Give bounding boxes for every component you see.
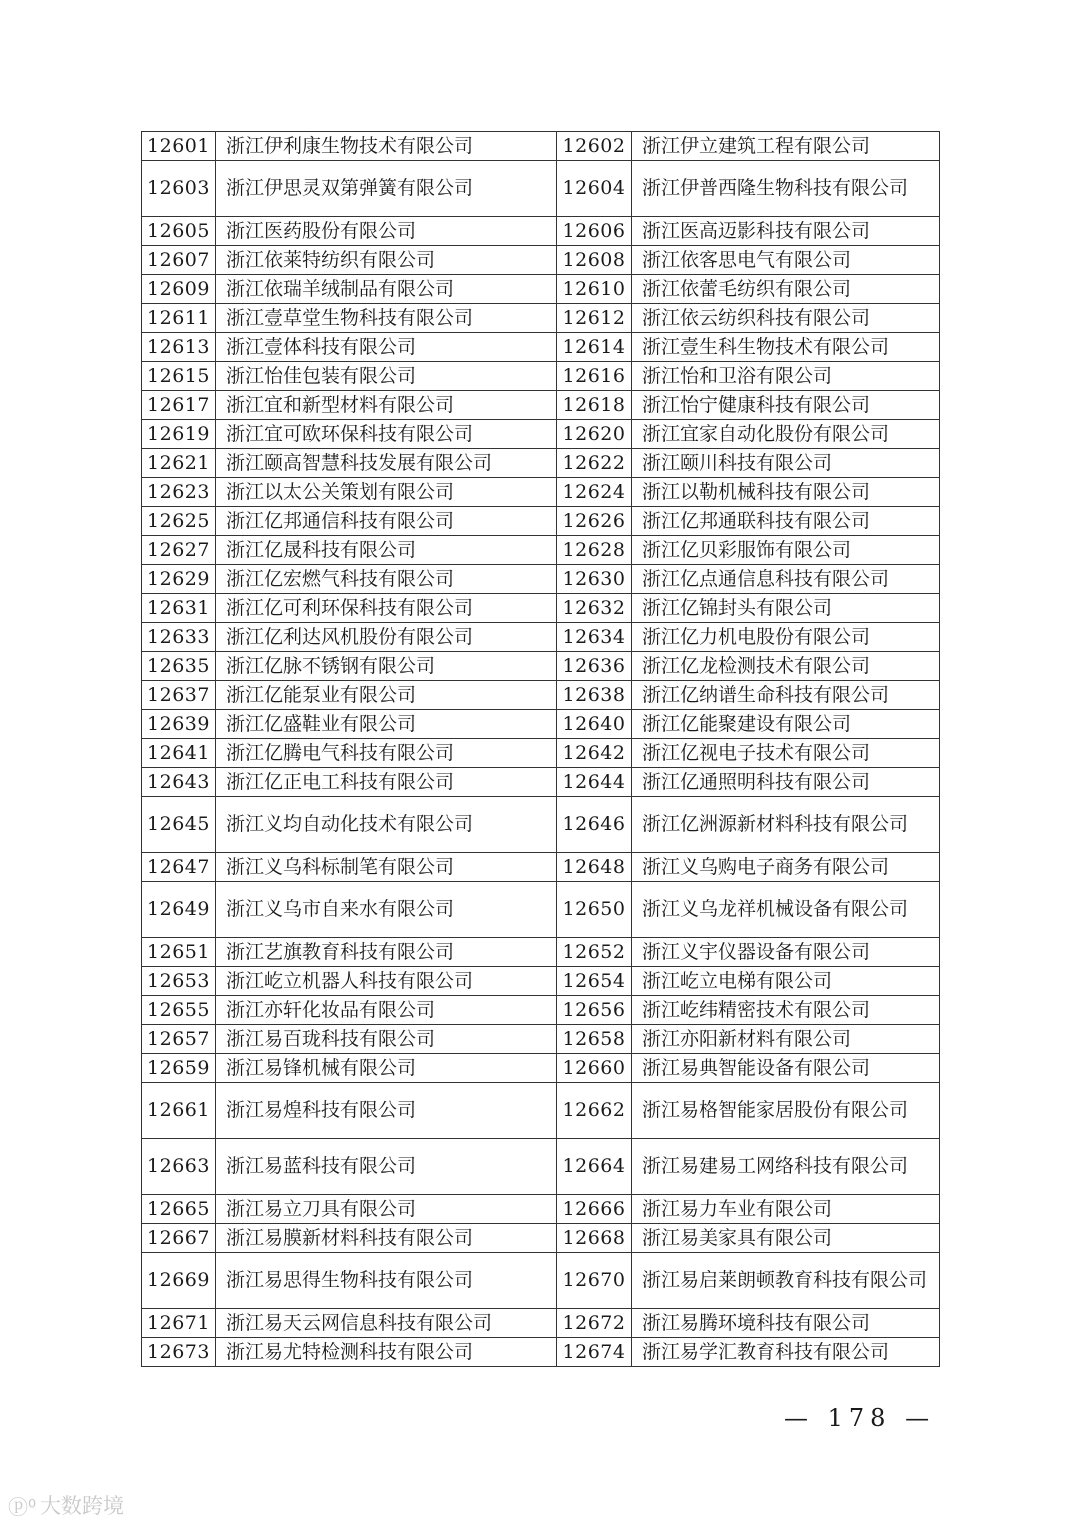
company-list-body — [142, 132, 940, 1367]
company-name-cell: 浙江亦阳新材料有限公司 — [632, 1025, 940, 1054]
company-name-cell: 浙江宜可欧环保科技有限公司 — [216, 420, 557, 449]
company-name-cell: 浙江义乌科标制笔有限公司 — [216, 853, 557, 882]
row-number-cell: 12638 — [557, 681, 632, 710]
row-number-cell: 12618 — [557, 391, 632, 420]
company-name-cell: 浙江宜和新型材料有限公司 — [216, 391, 557, 420]
row-number-cell: 12657 — [142, 1025, 216, 1054]
row-number-cell: 12644 — [557, 768, 632, 797]
row-number-cell: 12661 — [142, 1083, 216, 1139]
company-name-cell: 浙江易膜新材料科技有限公司 — [216, 1224, 557, 1253]
company-name-cell: 浙江亿晟科技有限公司 — [216, 536, 557, 565]
company-name-cell: 浙江易立刀具有限公司 — [216, 1195, 557, 1224]
company-name-cell: 浙江易蓝科技有限公司 — [216, 1139, 557, 1195]
row-number-cell: 12642 — [557, 739, 632, 768]
company-name-cell: 浙江亿盛鞋业有限公司 — [216, 710, 557, 739]
row-number-cell: 12628 — [557, 536, 632, 565]
watermark — [8, 1490, 124, 1520]
company-name-cell: 浙江亿能泵业有限公司 — [216, 681, 557, 710]
table-row — [142, 853, 940, 882]
row-number-cell: 12630 — [557, 565, 632, 594]
company-name-cell: 浙江亿点通信息科技有限公司 — [632, 565, 940, 594]
table-row — [142, 882, 940, 938]
company-name-cell: 浙江壹体科技有限公司 — [216, 333, 557, 362]
row-number-cell: 12623 — [142, 478, 216, 507]
row-number-cell: 12653 — [142, 967, 216, 996]
company-name-cell: 浙江以太公关策划有限公司 — [216, 478, 557, 507]
table-row — [142, 217, 940, 246]
table-row — [142, 996, 940, 1025]
company-name-cell: 浙江依客思电气有限公司 — [632, 246, 940, 275]
company-name-cell: 浙江亿通照明科技有限公司 — [632, 768, 940, 797]
row-number-cell: 12673 — [142, 1338, 216, 1367]
row-number-cell: 12621 — [142, 449, 216, 478]
company-name-cell: 浙江易天云网信息科技有限公司 — [216, 1309, 557, 1338]
row-number-cell: 12601 — [142, 132, 216, 161]
row-number-cell: 12622 — [557, 449, 632, 478]
company-name-cell: 浙江义乌市自来水有限公司 — [216, 882, 557, 938]
table-row — [142, 1083, 940, 1139]
company-name-cell: 浙江亿可利环保科技有限公司 — [216, 594, 557, 623]
company-name-cell: 浙江以勒机械科技有限公司 — [632, 478, 940, 507]
table-row — [142, 967, 940, 996]
table-row — [142, 1025, 940, 1054]
row-number-cell: 12656 — [557, 996, 632, 1025]
company-name-cell: 浙江依蕾毛纺织有限公司 — [632, 275, 940, 304]
table-row — [142, 1054, 940, 1083]
table-row — [142, 739, 940, 768]
company-name-cell: 浙江亿视电子技术有限公司 — [632, 739, 940, 768]
row-number-cell: 12607 — [142, 246, 216, 275]
table-row — [142, 132, 940, 161]
row-number-cell: 12620 — [557, 420, 632, 449]
table-row — [142, 304, 940, 333]
company-name-cell: 浙江易思得生物科技有限公司 — [216, 1253, 557, 1309]
row-number-cell: 12666 — [557, 1195, 632, 1224]
row-number-cell: 12643 — [142, 768, 216, 797]
row-number-cell: 12660 — [557, 1054, 632, 1083]
table-row — [142, 391, 940, 420]
row-number-cell: 12611 — [142, 304, 216, 333]
company-name-cell: 浙江易格智能家居股份有限公司 — [632, 1083, 940, 1139]
table-row — [142, 362, 940, 391]
row-number-cell: 12645 — [142, 797, 216, 853]
company-name-cell: 浙江亦轩化妆品有限公司 — [216, 996, 557, 1025]
row-number-cell: 12640 — [557, 710, 632, 739]
row-number-cell: 12631 — [142, 594, 216, 623]
company-list-table — [141, 131, 940, 1367]
row-number-cell: 12606 — [557, 217, 632, 246]
row-number-cell: 12636 — [557, 652, 632, 681]
row-number-cell: 12654 — [557, 967, 632, 996]
table-row — [142, 623, 940, 652]
row-number-cell: 12629 — [142, 565, 216, 594]
company-name-cell: 浙江亿贝彩服饰有限公司 — [632, 536, 940, 565]
company-name-cell: 浙江亿邦通信科技有限公司 — [216, 507, 557, 536]
row-number-cell: 12617 — [142, 391, 216, 420]
company-name-cell: 浙江依莱特纺织有限公司 — [216, 246, 557, 275]
row-number-cell: 12659 — [142, 1054, 216, 1083]
table-row — [142, 420, 940, 449]
company-name-cell: 浙江亿纳谱生命科技有限公司 — [632, 681, 940, 710]
row-number-cell: 12612 — [557, 304, 632, 333]
row-number-cell: 12603 — [142, 161, 216, 217]
row-number-cell: 12615 — [142, 362, 216, 391]
company-name-cell: 浙江屹立机器人科技有限公司 — [216, 967, 557, 996]
table-row — [142, 938, 940, 967]
table-row — [142, 594, 940, 623]
row-number-cell: 12647 — [142, 853, 216, 882]
company-name-cell: 浙江亿锦封头有限公司 — [632, 594, 940, 623]
row-number-cell: 12671 — [142, 1309, 216, 1338]
row-number-cell: 12665 — [142, 1195, 216, 1224]
company-name-cell: 浙江易煌科技有限公司 — [216, 1083, 557, 1139]
company-name-cell: 浙江依云纺织科技有限公司 — [632, 304, 940, 333]
company-name-cell: 浙江怡和卫浴有限公司 — [632, 362, 940, 391]
company-name-cell: 浙江易力车业有限公司 — [632, 1195, 940, 1224]
company-name-cell: 浙江亿邦通联科技有限公司 — [632, 507, 940, 536]
company-name-cell: 浙江义乌购电子商务有限公司 — [632, 853, 940, 882]
table-row — [142, 1338, 940, 1367]
row-number-cell: 12624 — [557, 478, 632, 507]
row-number-cell: 12613 — [142, 333, 216, 362]
company-name-cell: 浙江亿能聚建设有限公司 — [632, 710, 940, 739]
row-number-cell: 12634 — [557, 623, 632, 652]
row-number-cell: 12639 — [142, 710, 216, 739]
page-number: — 178 — — [784, 1404, 936, 1432]
table-row — [142, 1139, 940, 1195]
row-number-cell: 12632 — [557, 594, 632, 623]
table-row — [142, 710, 940, 739]
row-number-cell: 12610 — [557, 275, 632, 304]
table-row — [142, 1224, 940, 1253]
company-name-cell: 浙江医药股份有限公司 — [216, 217, 557, 246]
company-name-cell: 浙江依瑞羊绒制品有限公司 — [216, 275, 557, 304]
table-row — [142, 652, 940, 681]
row-number-cell: 12664 — [557, 1139, 632, 1195]
row-number-cell: 12608 — [557, 246, 632, 275]
company-name-cell: 浙江伊普西隆生物科技有限公司 — [632, 161, 940, 217]
row-number-cell: 12616 — [557, 362, 632, 391]
row-number-cell: 12667 — [142, 1224, 216, 1253]
row-number-cell: 12646 — [557, 797, 632, 853]
company-name-cell: 浙江伊利康生物技术有限公司 — [216, 132, 557, 161]
row-number-cell: 12668 — [557, 1224, 632, 1253]
company-name-cell: 浙江亿正电工科技有限公司 — [216, 768, 557, 797]
row-number-cell: 12626 — [557, 507, 632, 536]
company-name-cell: 浙江颐川科技有限公司 — [632, 449, 940, 478]
company-name-cell: 浙江易典智能设备有限公司 — [632, 1054, 940, 1083]
table-row — [142, 1309, 940, 1338]
row-number-cell: 12648 — [557, 853, 632, 882]
company-name-cell: 浙江怡宁健康科技有限公司 — [632, 391, 940, 420]
table-row — [142, 275, 940, 304]
table-row — [142, 681, 940, 710]
table-row — [142, 507, 940, 536]
company-name-cell: 浙江易学汇教育科技有限公司 — [632, 1338, 940, 1367]
row-number-cell: 12649 — [142, 882, 216, 938]
company-name-cell: 浙江艺旗教育科技有限公司 — [216, 938, 557, 967]
company-name-cell: 浙江易百珑科技有限公司 — [216, 1025, 557, 1054]
company-name-cell: 浙江亿力机电股份有限公司 — [632, 623, 940, 652]
company-name-cell: 浙江屹纬精密技术有限公司 — [632, 996, 940, 1025]
company-name-cell: 浙江屹立电梯有限公司 — [632, 967, 940, 996]
row-number-cell: 12650 — [557, 882, 632, 938]
company-name-cell: 浙江伊思灵双第弹簧有限公司 — [216, 161, 557, 217]
company-name-cell: 浙江亿利达风机股份有限公司 — [216, 623, 557, 652]
company-name-cell: 浙江亿腾电气科技有限公司 — [216, 739, 557, 768]
company-name-cell: 浙江医高迈影科技有限公司 — [632, 217, 940, 246]
table-row — [142, 333, 940, 362]
table-row — [142, 768, 940, 797]
company-name-cell: 浙江宜家自动化股份有限公司 — [632, 420, 940, 449]
table-row — [142, 565, 940, 594]
row-number-cell: 12663 — [142, 1139, 216, 1195]
row-number-cell: 12658 — [557, 1025, 632, 1054]
table-row — [142, 478, 940, 507]
row-number-cell: 12635 — [142, 652, 216, 681]
row-number-cell: 12672 — [557, 1309, 632, 1338]
row-number-cell: 12651 — [142, 938, 216, 967]
row-number-cell: 12641 — [142, 739, 216, 768]
company-name-cell: 浙江易尤特检测科技有限公司 — [216, 1338, 557, 1367]
company-name-cell: 浙江亿洲源新材料科技有限公司 — [632, 797, 940, 853]
row-number-cell: 12619 — [142, 420, 216, 449]
row-number-cell: 12655 — [142, 996, 216, 1025]
company-name-cell: 浙江易启莱朗顿教育科技有限公司 — [632, 1253, 940, 1309]
company-name-cell: 浙江怡佳包装有限公司 — [216, 362, 557, 391]
row-number-cell: 12605 — [142, 217, 216, 246]
row-number-cell: 12625 — [142, 507, 216, 536]
company-name-cell: 浙江易腾环境科技有限公司 — [632, 1309, 940, 1338]
company-name-cell: 浙江伊立建筑工程有限公司 — [632, 132, 940, 161]
row-number-cell: 12637 — [142, 681, 216, 710]
row-number-cell: 12602 — [557, 132, 632, 161]
company-name-cell: 浙江义乌龙祥机械设备有限公司 — [632, 882, 940, 938]
company-name-cell: 浙江易美家具有限公司 — [632, 1224, 940, 1253]
table-row — [142, 1253, 940, 1309]
row-number-cell: 12662 — [557, 1083, 632, 1139]
row-number-cell: 12604 — [557, 161, 632, 217]
company-name-cell: 浙江易建易工网络科技有限公司 — [632, 1139, 940, 1195]
company-name-cell: 浙江易锋机械有限公司 — [216, 1054, 557, 1083]
company-name-cell: 浙江亿脉不锈钢有限公司 — [216, 652, 557, 681]
watermark-text: 大数跨境 — [40, 1494, 125, 1518]
company-name-cell: 浙江亿宏燃气科技有限公司 — [216, 565, 557, 594]
row-number-cell: 12633 — [142, 623, 216, 652]
table-row — [142, 449, 940, 478]
table-row — [142, 797, 940, 853]
company-name-cell: 浙江壹生科生物技术有限公司 — [632, 333, 940, 362]
table-row — [142, 536, 940, 565]
company-name-cell: 浙江亿龙检测技术有限公司 — [632, 652, 940, 681]
row-number-cell: 12674 — [557, 1338, 632, 1367]
row-number-cell: 12652 — [557, 938, 632, 967]
company-name-cell: 浙江义均自动化技术有限公司 — [216, 797, 557, 853]
row-number-cell: 12670 — [557, 1253, 632, 1309]
table-row — [142, 1195, 940, 1224]
company-name-cell: 浙江义宇仪器设备有限公司 — [632, 938, 940, 967]
row-number-cell: 12609 — [142, 275, 216, 304]
weibo-logo-icon: ⓟ⁰ — [8, 1494, 37, 1519]
table-row — [142, 246, 940, 275]
row-number-cell: 12669 — [142, 1253, 216, 1309]
company-name-cell: 浙江壹草堂生物科技有限公司 — [216, 304, 557, 333]
row-number-cell: 12627 — [142, 536, 216, 565]
table-row — [142, 161, 940, 217]
company-name-cell: 浙江颐高智慧科技发展有限公司 — [216, 449, 557, 478]
row-number-cell: 12614 — [557, 333, 632, 362]
